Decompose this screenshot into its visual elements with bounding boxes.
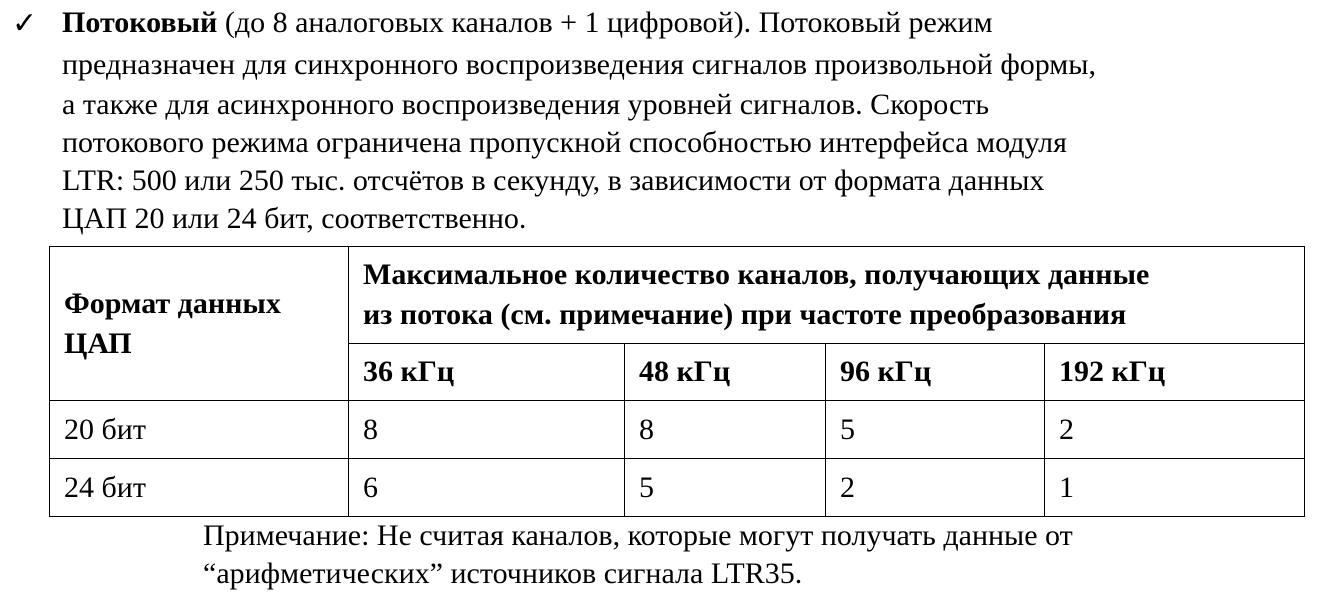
table-row: [50, 459, 1305, 517]
value-cell: 1: [1045, 459, 1305, 517]
value-cell: 8: [349, 401, 625, 459]
table-note: [203, 517, 1073, 593]
format-cell: 20 бит: [50, 401, 349, 459]
description-line-1: [62, 4, 993, 42]
value-cell: 8: [625, 401, 826, 459]
freq-header-96: 96 кГц: [826, 344, 1045, 401]
value-cell: 6: [349, 459, 625, 517]
value-cell: 5: [625, 459, 826, 517]
note-line-1: Примечание: Не считая каналов, которые могут получать данные от: [203, 519, 1073, 552]
max-channels-header-line-2: из потока (см. примечание) при частоте преобразования: [363, 298, 1127, 331]
channels-table: [49, 246, 1305, 517]
format-header-line-2: ЦАП: [64, 326, 132, 360]
freq-header-48: 48 кГц: [625, 344, 826, 401]
table-header-row: [50, 247, 1305, 344]
mode-name: Потоковый: [62, 6, 218, 39]
freq-header-36: 36 кГц: [349, 344, 625, 401]
table-row: [50, 401, 1305, 459]
value-cell: 2: [826, 459, 1045, 517]
mode-description: [0, 0, 1323, 240]
format-cell: 24 бит: [50, 459, 349, 517]
max-channels-header-cell: [349, 247, 1305, 344]
description-line-3: а также для асинхронного воспроизведения уровней сигналов. Скорость: [62, 88, 990, 121]
description-line-4: потокового режима ограничена пропускной способностью интерфейса модуля: [62, 126, 1067, 159]
format-header-cell: [50, 247, 349, 401]
description-line-1-rest: (до 8 аналоговых каналов + 1 цифровой). Потоковый режим: [217, 6, 993, 39]
format-header-line-1: Формат данных: [64, 286, 281, 320]
value-cell: 2: [1045, 401, 1305, 459]
description-line-2: предназначен для синхронного воспроизведения сигналов произвольной формы,: [62, 48, 1096, 81]
checkmark-icon: ✓: [12, 7, 38, 40]
max-channels-header-line-1: Максимальное количество каналов, получающих данные: [363, 258, 1150, 291]
description-line-5: LTR: 500 или 250 тыс. отсчётов в секунду, в зависимости от формата данных: [62, 164, 1045, 197]
note-line-2: “арифметических” источников сигнала LTR35.: [203, 557, 803, 590]
description-line-6: ЦАП 20 или 24 бит, соответственно.: [62, 202, 527, 235]
freq-header-192: 192 кГц: [1045, 344, 1305, 401]
value-cell: 5: [826, 401, 1045, 459]
